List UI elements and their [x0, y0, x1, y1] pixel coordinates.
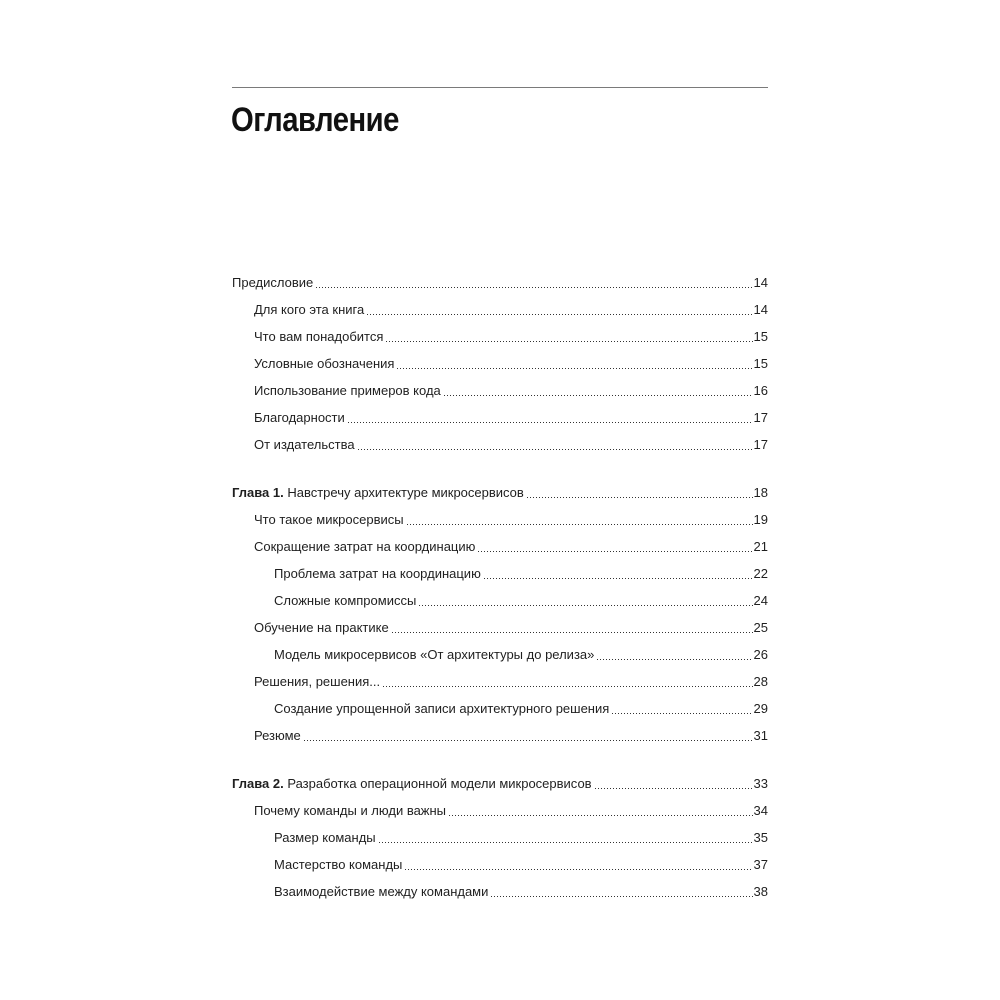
toc-entry-text: Для кого эта книга	[254, 302, 365, 317]
toc-entry	[254, 301, 768, 319]
toc-entry-text: Обучение на практике	[254, 620, 389, 635]
toc-entry	[274, 883, 768, 901]
toc-entry-text: Что такое микросервисы	[254, 512, 404, 527]
toc-entry-text: Решения, решения...	[254, 674, 381, 689]
dot-leader	[396, 368, 752, 369]
dot-leader	[357, 449, 753, 450]
toc-entry-title	[254, 538, 475, 556]
toc-entry-title	[254, 328, 383, 346]
toc-page-number: 35	[753, 830, 768, 845]
toc-page-number: 31	[753, 728, 768, 743]
toc-entry-title	[254, 382, 441, 400]
toc-entry	[254, 382, 768, 400]
dot-leader	[611, 713, 752, 714]
dot-leader	[366, 314, 752, 315]
toc-entry	[274, 856, 768, 874]
toc-entry-text: Создание упрощенной записи архитектурного решения	[274, 701, 610, 716]
dot-leader	[406, 524, 753, 525]
toc-entry-title	[274, 565, 481, 583]
toc-entry-title	[254, 355, 394, 373]
toc-entry-text: Использование примеров кода	[254, 383, 441, 398]
toc-entry-text: Мастерство команды	[274, 857, 403, 872]
toc-page-number: 37	[753, 857, 768, 872]
toc-page-number: 15	[753, 356, 768, 371]
dot-leader	[490, 896, 752, 897]
toc-entry-text: Что вам понадобится	[254, 329, 384, 344]
toc-entry-title	[254, 301, 364, 319]
toc-entry	[274, 700, 768, 718]
toc-entry	[254, 355, 768, 373]
toc-entry-text: Резюме	[254, 728, 301, 743]
dot-leader	[391, 632, 753, 633]
toc-page-number: 14	[753, 302, 768, 317]
toc-entry-text: Разработка операционной модели микросервисов	[287, 776, 592, 791]
dot-leader	[418, 605, 752, 606]
dot-leader	[594, 788, 753, 789]
toc-entry-text: Сложные компромиссы	[274, 593, 417, 608]
toc-entry-text: Предисловие	[232, 275, 314, 290]
dot-leader	[385, 341, 752, 342]
dot-leader	[378, 842, 753, 843]
toc-entry-title	[274, 646, 594, 664]
toc-page-number: 26	[753, 647, 768, 662]
dot-leader	[596, 659, 752, 660]
toc-page-number: 29	[753, 701, 768, 716]
page-title: Оглавление	[231, 101, 399, 139]
toc-entry-title	[274, 592, 416, 610]
dot-leader	[483, 578, 753, 579]
toc-page-number: 28	[753, 674, 768, 689]
toc-entry	[254, 673, 768, 691]
toc-entry-text: Взаимодействие между командами	[274, 884, 489, 899]
toc-entry-title	[254, 673, 380, 691]
dot-leader	[526, 497, 753, 498]
toc-entry	[274, 646, 768, 664]
dot-leader	[315, 287, 752, 288]
toc-entry-text: Почему команды и люди важны	[254, 803, 447, 818]
toc-entry-title	[254, 727, 301, 745]
toc-page-number: 16	[753, 383, 768, 398]
toc-entry	[254, 436, 768, 454]
toc-entry-title	[232, 775, 592, 793]
toc-entry	[254, 538, 768, 556]
toc-entry	[254, 727, 768, 745]
dot-leader	[303, 740, 753, 741]
toc-page-number: 19	[753, 512, 768, 527]
dot-leader	[404, 869, 752, 870]
toc-page-number: 18	[753, 485, 768, 500]
toc-entry-title	[254, 436, 355, 454]
toc-entry	[274, 829, 768, 847]
toc-entry-text: Условные обозначения	[254, 356, 395, 371]
toc-page-number: 21	[753, 539, 768, 554]
dot-leader	[382, 686, 752, 687]
toc-page-number: 17	[753, 437, 768, 452]
toc-entry-text: Сокращение затрат на координацию	[254, 539, 476, 554]
toc-page-number: 22	[753, 566, 768, 581]
dot-leader	[347, 422, 753, 423]
toc-entry-text: От издательства	[254, 437, 355, 452]
toc-page-number: 15	[753, 329, 768, 344]
toc-chapter-label: Глава 1.	[232, 485, 284, 500]
toc-entry-text: Навстречу архитектуре микросервисов	[287, 485, 524, 500]
toc-entry-title	[254, 802, 446, 820]
toc-entry-text: Модель микросервисов «От архитектуры до релиза»	[274, 647, 595, 662]
toc-entry	[274, 565, 768, 583]
toc-page-number: 25	[753, 620, 768, 635]
dot-leader	[443, 395, 753, 396]
toc-entry	[274, 592, 768, 610]
dot-leader	[477, 551, 752, 552]
toc-chapter-label: Глава 2.	[232, 776, 284, 791]
toc-entry	[254, 511, 768, 529]
toc-entry-title	[232, 274, 313, 292]
toc-entry	[232, 484, 768, 502]
toc-entry-title	[274, 856, 402, 874]
toc-entry-title	[274, 829, 376, 847]
toc-entry	[232, 274, 768, 292]
toc-entry	[254, 409, 768, 427]
toc-page-number: 24	[753, 593, 768, 608]
toc-entry-text: Благодарности	[254, 410, 345, 425]
toc-entry	[232, 775, 768, 793]
toc-page-number: 17	[753, 410, 768, 425]
toc-entry-title	[254, 619, 389, 637]
toc-entry-title	[274, 700, 609, 718]
toc-page-number: 14	[753, 275, 768, 290]
toc-entry-title	[254, 409, 345, 427]
toc-entry	[254, 619, 768, 637]
toc-entry	[254, 328, 768, 346]
toc-page-number: 38	[753, 884, 768, 899]
toc-entry-text: Размер команды	[274, 830, 376, 845]
dot-leader	[448, 815, 753, 816]
toc-entry-title	[254, 511, 404, 529]
toc-entry-text: Проблема затрат на координацию	[274, 566, 481, 581]
toc-entry	[254, 802, 768, 820]
toc-page-number: 33	[753, 776, 768, 791]
toc-page-number: 34	[753, 803, 768, 818]
toc-entry-title	[274, 883, 488, 901]
toc-entry-title	[232, 484, 524, 502]
